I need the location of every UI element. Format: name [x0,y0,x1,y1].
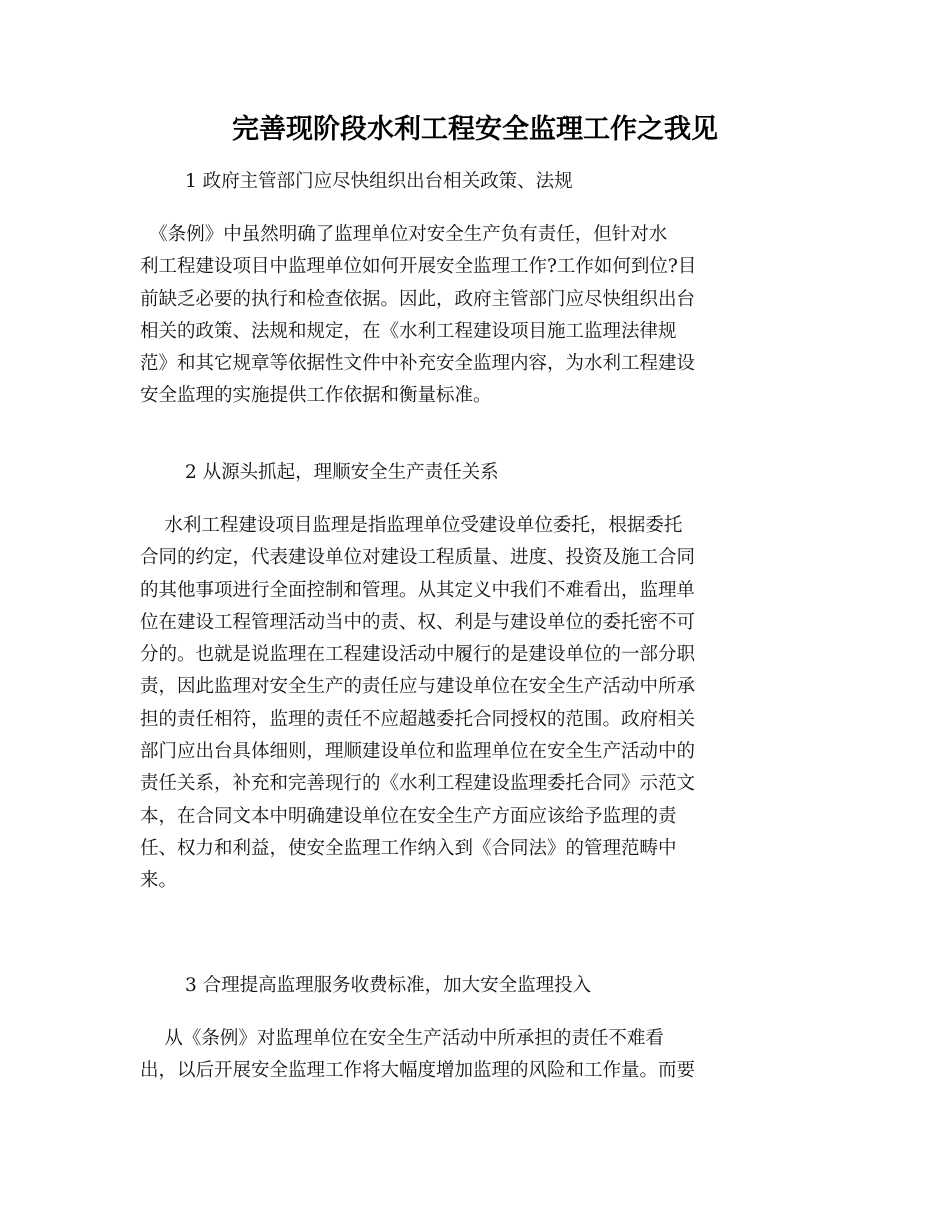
paragraph-line: 来。 [140,870,178,892]
paragraph-line: 利工程建设项目中监理单位如何开展安全监理工作?工作如何到位?目 [140,256,697,278]
paragraph-line: 责任关系，补充和完善现行的《水利工程建设监理委托合同》示范文 [140,773,696,795]
paragraph-line: 出，以后开展安全监理工作将大幅度增加监理的风险和工作量。而要 [140,1060,696,1082]
paragraph-line: 《条例》中虽然明确了监理单位对安全生产负有责任，但针对水 [140,224,668,245]
paragraph-line: 任、权力和利益，使安全监理工作纳入到《合同法》的管理范畴中 [140,837,677,859]
section-1-heading: 1 政府主管部门应尽快组织出台相关政策、法规 [185,171,573,192]
paragraph-line: 合同的约定，代表建设单位对建设工程质量、进度、投资及施工合同 [140,547,696,569]
paragraph-line: 水利工程建设项目监理是指监理单位受建设单位委托，根据委托 [140,515,683,536]
paragraph-line: 位在建设工程管理活动当中的责、权、利是与建设单位的委托密不可 [140,611,696,633]
paragraph-line: 本，在合同文本中明确建设单位在安全生产方面应该给予监理的责 [140,805,677,827]
section-3-paragraph [140,1023,806,1088]
paragraph-line: 相关的政策、法规和规定，在《水利工程建设项目施工监理法律规 [140,320,677,342]
section-2-paragraph [140,510,806,898]
paragraph-line: 的其他事项进行全面控制和管理。从其定义中我们不难看出，监理单 [140,579,696,601]
section-1-paragraph [140,219,806,413]
paragraph-line: 分的。也就是说监理在工程建设活动中履行的是建设单位的一部分职 [140,644,696,666]
paragraph-line: 前缺乏必要的执行和检查依据。因此，政府主管部门应尽快组织出台 [140,288,696,310]
paragraph-line: 部门应出台具体细则，理顺建设单位和监理单位在安全生产活动中的 [140,741,696,763]
document-title: 完善现阶段水利工程安全监理工作之我见 [232,114,718,145]
paragraph-line: 范》和其它规章等依据性文件中补充安全监理内容，为水利工程建设 [140,353,696,375]
paragraph-line: 责，因此监理对安全生产的责任应与建设单位在安全生产活动中所承 [140,676,696,698]
paragraph-line: 安全监理的实施提供工作依据和衡量标准。 [140,385,492,407]
paragraph-line: 从《条例》对监理单位在安全生产活动中所承担的责任不难看 [140,1028,664,1049]
section-2-heading: 2 从源头抓起，理顺安全生产责任关系 [185,462,499,483]
paragraph-line: 担的责任相符，监理的责任不应超越委托合同授权的范围。政府相关 [140,708,696,730]
section-3-heading: 3 合理提高监理服务收费标准，加大安全监理投入 [185,975,592,996]
